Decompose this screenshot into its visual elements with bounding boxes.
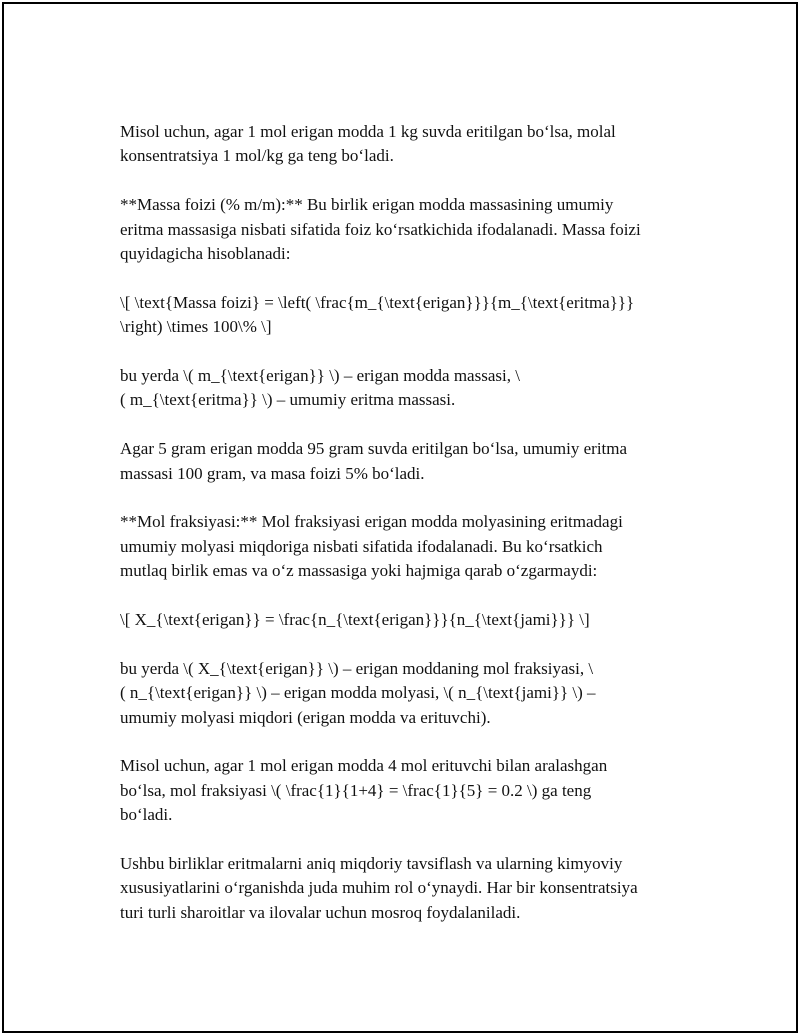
paragraph-mass-percent-definition: **Massa foizi (% m/m):** Bu birlik erigan modda massasining umumiy eritma massasiga nisbati sifatida foiz ko‘rsatkichida ifodalanadi. Massa foizi quyidagicha hisoblanadi:: [120, 195, 641, 264]
paragraph-mole-fraction-definition: **Mol fraksiyasi:** Mol fraksiyasi erigan modda molyasining eritmadagi umumiy molyasi miqdoriga nisbati sifatida ifodalanadi. Bu ko‘rsatkich mutlaq birlik emas va o‘z massasiga yoki hajmiga qarab o‘zgarmaydi:: [120, 512, 623, 581]
paragraph-molal-example: Misol uchun, agar 1 mol erigan modda 1 kg suvda eritilgan bo‘lsa, molal konsentratsiya 1 mol/kg ga teng bo‘ladi.: [120, 122, 616, 166]
paragraph-mass-percent-example: Agar 5 gram erigan modda 95 gram suvda eritilgan bo‘lsa, umumiy eritma massasi 100 gram, va masa foizi 5% bo‘ladi.: [120, 439, 628, 483]
paragraph-mole-fraction-example: Misol uchun, agar 1 mol erigan modda 4 mol erituvchi bilan aralashgan bo‘lsa, mol fraksiyasi \( \frac{1}{1+4} = \frac{1}{5} = 0.2 \) ga teng bo‘ladi.: [120, 756, 608, 825]
paragraph-mass-percent-formula: \[ \text{Massa foizi} = \left( \frac{m_{\text{erigan}}}{m_{\text{eritma}}} \right) \times 100\% \]: [120, 292, 635, 337]
document-page: [2, 2, 798, 1033]
paragraph-mole-fraction-variables: bu yerda \( X_{\text{erigan}} \) – erigan moddaning mol fraksiyasi, \ ( n_{\text{erigan}} \) – erigan modda molyasi, \( n_{\text{jami}} \) – umumiy molyasi miqdori (erigan modda va erituvchi).: [120, 658, 596, 727]
paragraph-conclusion: Ushbu birliklar eritmalarni aniq miqdoriy tavsiflash va ularning kimyoviy xususiyatlarini o‘rganishda juda muhim rol o‘ynaydi. Har bir konsentratsiya turi turli sharoitlar va ilovalar uchun mosroq foydalaniladi.: [120, 854, 638, 922]
paragraph-mole-fraction-formula: \[ X_{\text{erigan}} = \frac{n_{\text{erigan}}}{n_{\text{jami}}} \]: [120, 610, 590, 630]
paragraph-mass-percent-variables: bu yerda \( m_{\text{erigan}} \) – erigan modda massasi, \ ( m_{\text{eritma}} \) – umumiy eritma massasi.: [120, 366, 520, 410]
document-body: [120, 120, 720, 950]
